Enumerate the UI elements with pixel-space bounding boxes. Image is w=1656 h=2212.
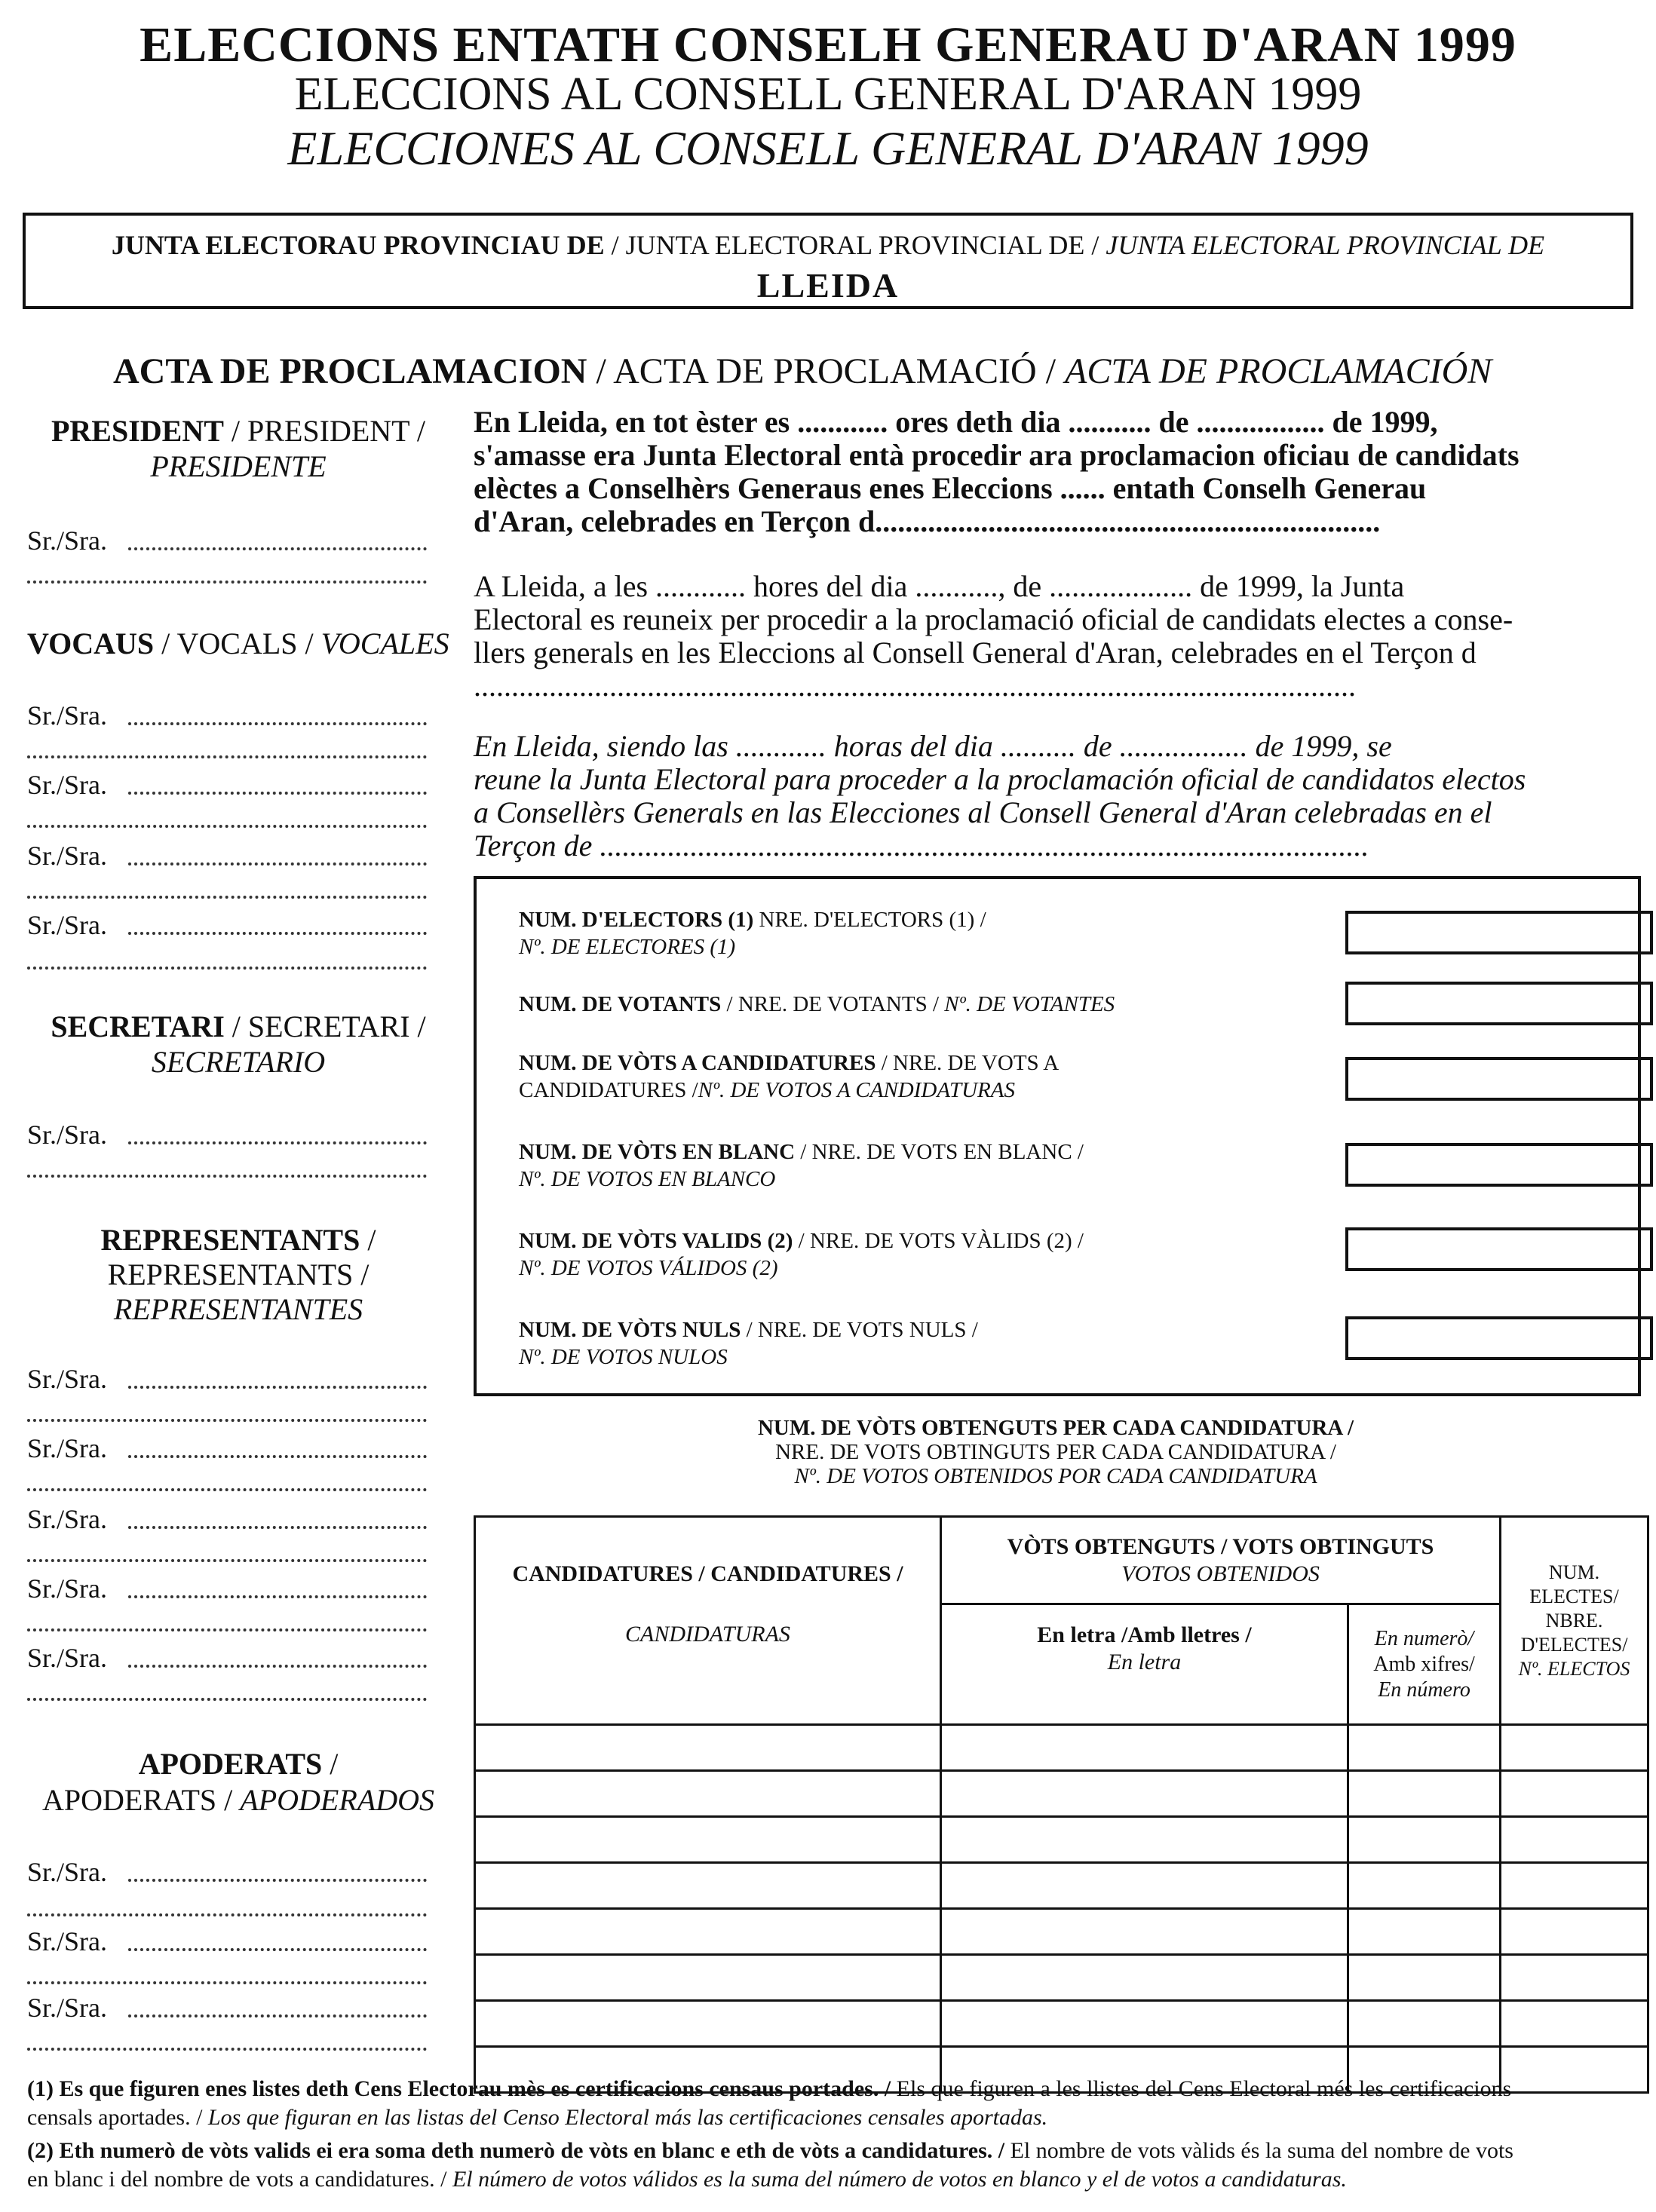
acta-heading	[113, 351, 1546, 392]
table-cell[interactable]	[1501, 1909, 1648, 1955]
acta-ca: ACTA DE PROCLAMACIÓ	[613, 351, 1037, 391]
signature-label: Sr./Sra.	[27, 700, 108, 731]
numero-header-a: En numerò/	[1374, 1626, 1474, 1650]
signature-line[interactable]	[128, 547, 427, 550]
paragraph-line: a Consellèrs Generals en las Elecciones al Consell General d'Aran celebradas en el	[474, 795, 1492, 829]
signature-line[interactable]	[128, 792, 427, 795]
apoderats-es: APODERADOS	[240, 1783, 434, 1817]
signature-label: Sr./Sra.	[27, 841, 108, 871]
stat-label-es: Nº. DE VOTOS EN BLANCO	[519, 1167, 776, 1191]
table-cell[interactable]	[1501, 1863, 1648, 1909]
footnote-1	[27, 2075, 1633, 2132]
sep: /	[360, 1223, 376, 1257]
signature-line[interactable]	[128, 1948, 427, 1951]
signature-label: Sr./Sra.	[27, 1573, 108, 1604]
president-ca: PRESIDENT	[247, 414, 409, 448]
signature-line[interactable]	[27, 1488, 427, 1491]
stat-label-es: Nº. DE VOTOS VÁLIDOS (2)	[519, 1256, 778, 1280]
paragraph-line: En Lleida, siendo las ............ horas del dia .......... de ................. de 1999, se	[474, 729, 1392, 763]
signature-line[interactable]	[27, 1628, 427, 1631]
signature-line[interactable]	[27, 825, 427, 828]
candidatures-header-a: CANDIDATURES / CANDIDATURES /	[512, 1561, 903, 1586]
valids-input[interactable]	[1345, 1227, 1653, 1271]
sep: /	[587, 351, 614, 391]
stat-votants: NUM. DE VOTANTS / NRE. DE VOTANTS / Nº. DE VOTANTES	[519, 991, 1115, 1018]
table-row	[475, 1725, 1648, 1771]
representants-es: REPRESENTANTES	[113, 1292, 363, 1326]
signature-line[interactable]	[27, 755, 427, 758]
stat-label-ca: CANDIDATURES /	[519, 1078, 698, 1102]
table-cell[interactable]	[1501, 1955, 1648, 2001]
stat-electors	[519, 906, 986, 960]
signature-line[interactable]	[128, 1665, 427, 1668]
table-cell[interactable]	[1348, 1817, 1501, 1863]
votes-heading-es: Nº. DE VOTOS OBTENIDOS POR CADA CANDIDATURA	[794, 1464, 1317, 1488]
table-cell[interactable]	[1501, 1817, 1648, 1863]
secretari-ca: SECRETARI	[247, 1009, 410, 1043]
sep: /	[409, 414, 426, 448]
paragraph-line: reune la Junta Electoral para proceder a la proclamación oficial de candidatos electos	[474, 762, 1526, 796]
table-cell[interactable]	[941, 2001, 1348, 2047]
signature-label: Sr./Sra.	[27, 910, 108, 940]
vocals-heading	[27, 626, 449, 661]
signature-line[interactable]	[27, 2048, 427, 2051]
table-header-row	[475, 1517, 1648, 1604]
table-cell[interactable]	[1348, 1725, 1501, 1771]
stat-label-oc: NUM. DE VÒTS VALIDS (2)	[519, 1229, 793, 1253]
signature-line[interactable]	[128, 932, 427, 935]
junta-line	[26, 229, 1630, 261]
electors-input[interactable]	[1345, 911, 1653, 954]
signature-label: Sr./Sra.	[27, 1120, 108, 1150]
table-cell[interactable]	[1348, 1955, 1501, 2001]
stat-candidatures: NUM. DE VÒTS A CANDIDATURES / NRE. DE VOTS A CANDIDATURES /Nº. DE VOTOS A CANDIDATURAS	[519, 1049, 1059, 1104]
stat-label-ca: NRE. DE VOTANTS /	[738, 992, 940, 1016]
secretari-es: SECRETARIO	[151, 1045, 326, 1079]
table-cell[interactable]	[1501, 1725, 1648, 1771]
signature-line[interactable]	[27, 581, 427, 584]
apoderats-oc: APODERATS	[138, 1747, 323, 1781]
letra-header	[941, 1604, 1348, 1725]
votes-header-a: VÒTS OBTENGUTS / VOTS OBTINGUTS	[1007, 1533, 1434, 1559]
stat-valids: NUM. DE VÒTS VALIDS (2) / NRE. DE VOTS VÀLIDS (2) / Nº. DE VOTOS VÁLIDOS (2)	[519, 1227, 1084, 1282]
numero-header	[1348, 1604, 1501, 1725]
table-cell[interactable]	[1348, 1771, 1501, 1817]
paragraph-line: Terçon de ......................................................................................................	[474, 829, 1369, 862]
sep: /	[216, 1783, 241, 1817]
electes-header-d: D'ELECTES/	[1520, 1633, 1628, 1656]
title-occitan: ELECCIONS ENTATH CONSELH GENERAU D'ARAN 1999	[140, 17, 1516, 72]
stat-nuls: NUM. DE VÒTS NULS / NRE. DE VOTS NULS / Nº. DE VOTOS NULOS	[519, 1316, 978, 1371]
junta-city: LLEIDA	[756, 266, 900, 305]
footnote-2	[27, 2137, 1633, 2194]
table-cell[interactable]	[941, 1771, 1348, 1817]
table-cell[interactable]	[475, 2001, 941, 2047]
table-cell[interactable]	[475, 1771, 941, 1817]
signature-label: Sr./Sra.	[27, 1926, 108, 1956]
signature-line[interactable]	[128, 1595, 427, 1598]
sep: /	[224, 1009, 248, 1043]
sep: /	[297, 627, 321, 660]
results-table	[474, 1515, 1649, 2094]
stat-label-ca: NRE. DE VOTS VÀLIDS (2) /	[809, 1229, 1084, 1253]
votes-heading	[679, 1416, 1433, 1488]
signature-label: Sr./Sra.	[27, 1857, 108, 1887]
stat-label-es: Nº. DE VOTANTES	[944, 992, 1115, 1016]
signature-line[interactable]	[128, 1526, 427, 1529]
footnote-2-oc: (2) Eth numerò de vòts valids ei era soma deth numerò de vòts en blanc e eth de vòts a candidatures. /	[27, 2138, 1005, 2163]
signature-label: Sr./Sra.	[27, 1433, 108, 1463]
table-cell[interactable]	[941, 1909, 1348, 1955]
president-heading	[27, 413, 449, 484]
letra-header-b: En letra	[1107, 1650, 1182, 1674]
table-row	[475, 1817, 1648, 1863]
stat-label-oc: NUM. D'ELECTORS (1)	[519, 908, 754, 932]
table-cell[interactable]	[1501, 1771, 1648, 1817]
footnote-2-es: El número de votos válidos es la suma del número de votos en blanco y el de votos a candidaturas.	[446, 2167, 1347, 2192]
candidatures-input[interactable]	[1345, 1057, 1653, 1101]
signature-line[interactable]	[27, 967, 427, 970]
title-catalan: ELECCIONS AL CONSELL GENERAL D'ARAN 1999	[294, 69, 1362, 120]
signature-label: Sr./Sra.	[27, 1993, 108, 2023]
footnote-1-ca: censals aportades. /	[27, 2105, 203, 2130]
paragraph-line: Electoral es reuneix per procedir a la proclamació oficial de candidats electes a conse-	[474, 602, 1513, 636]
secretari-heading	[27, 1009, 449, 1080]
stat-label-ca: NRE. DE VOTS EN BLANC /	[811, 1140, 1084, 1164]
paragraph-line: .....................................................................................................................	[474, 669, 1356, 703]
table-row	[475, 1955, 1648, 2001]
table-cell[interactable]	[941, 1817, 1348, 1863]
signature-label: Sr./Sra.	[27, 525, 108, 556]
footnote-2-ca: en blanc i del nombre de vots a candidatures. /	[27, 2167, 447, 2192]
sep: /	[1036, 351, 1066, 391]
paragraph-line: A Lleida, a les ............ hores del dia ..........., de ................... de 1999, la Junta	[474, 569, 1405, 603]
electes-header-b: ELECTES/	[1529, 1585, 1619, 1607]
table-row	[475, 2001, 1648, 2047]
footnote-1-ca: Els que figuren a les llistes del Cens Electoral més les certificacions	[891, 2076, 1512, 2101]
stat-label-ca: NRE. D'ELECTORS (1) /	[759, 908, 986, 932]
table-cell[interactable]	[1348, 1863, 1501, 1909]
table-row	[475, 1909, 1648, 1955]
electes-header-e: Nº. ELECTOS	[1518, 1657, 1630, 1680]
votes-heading-ca: NRE. DE VOTS OBTINGUTS PER CADA CANDIDATURA /	[775, 1440, 1336, 1464]
paragraph-line: llers generals en les Eleccions al Consell General d'Aran, celebrades en el Terçon d	[474, 636, 1477, 669]
table-cell[interactable]	[941, 1725, 1348, 1771]
stat-label-ca: NRE. DE VOTS A	[893, 1051, 1060, 1075]
signature-line[interactable]	[128, 1879, 427, 1882]
stat-label-oc: NUM. DE VÒTS EN BLANC	[519, 1140, 796, 1164]
representants-heading	[27, 1223, 449, 1327]
paragraph-spanish	[474, 730, 1641, 862]
apoderats-heading	[27, 1746, 449, 1818]
paragraph-line: d'Aran, celebrades en Terçon d...................................................................	[474, 504, 1381, 538]
signature-line[interactable]	[27, 1698, 427, 1701]
sep: /	[604, 230, 626, 260]
acta-oc: ACTA DE PROCLAMACION	[113, 351, 587, 391]
junta-oc: JUNTA ELECTORAU PROVINCIAU DE	[111, 230, 605, 260]
signature-label: Sr./Sra.	[27, 1643, 108, 1673]
table-cell[interactable]	[1501, 2001, 1648, 2047]
stat-label-oc: NUM. DE VÒTS A CANDIDATURES	[519, 1051, 876, 1075]
junta-es: JUNTA ELECTORAL PROVINCIAL DE	[1106, 230, 1545, 260]
vocals-oc: VOCAUS	[27, 627, 155, 660]
signature-line[interactable]	[27, 1559, 427, 1562]
table-row	[475, 1771, 1648, 1817]
footnote-1-oc: (1) Es que figuren enes listes deth Cens Electorau mès es certificacions censaus portades. /	[27, 2076, 891, 2101]
sep: /	[322, 1747, 339, 1781]
table-cell[interactable]	[475, 1955, 941, 2001]
paragraph-catalan	[474, 570, 1641, 703]
sep: /	[154, 627, 177, 660]
table-cell[interactable]	[475, 1817, 941, 1863]
stat-label-es: Nº. DE VOTOS NULOS	[519, 1345, 728, 1369]
signature-line[interactable]	[128, 1141, 427, 1144]
vocals-es: VOCALES	[320, 627, 449, 660]
apoderats-ca: APODERATS	[42, 1783, 217, 1817]
signature-label: Sr./Sra.	[27, 1504, 108, 1534]
stat-label-oc: NUM. DE VOTANTS	[519, 992, 722, 1016]
sep: /	[223, 414, 248, 448]
blanc-input[interactable]	[1345, 1143, 1653, 1187]
vocals-ca: VOCALS	[176, 627, 298, 660]
numero-header-b: Amb xifres/	[1373, 1652, 1475, 1676]
footnote-1-es: Los que figuran en las listas del Censo Electoral más las certificaciones censales aportadas.	[202, 2105, 1048, 2130]
signature-label: Sr./Sra.	[27, 1364, 108, 1394]
president-es: PRESIDENTE	[150, 449, 327, 483]
paragraph-line: En Lleida, en tot èster es ............ ores deth dia ........... de ................. de 1999,	[474, 405, 1438, 439]
table-row	[475, 1863, 1648, 1909]
acta-es: ACTA DE PROCLAMACIÓN	[1065, 351, 1492, 391]
stat-label-oc: NUM. DE VÒTS NULS	[519, 1318, 741, 1342]
electes-header	[1501, 1517, 1648, 1725]
signature-line[interactable]	[27, 1175, 427, 1178]
signature-line[interactable]	[27, 896, 427, 899]
signature-line[interactable]	[128, 862, 427, 865]
secretari-oc: SECRETARI	[51, 1009, 225, 1043]
signature-line[interactable]	[27, 1913, 427, 1916]
stats-box	[474, 876, 1641, 1396]
paragraph-line: s'amasse era Junta Electoral entà procedir ara proclamacion oficiau de candidats	[474, 438, 1520, 472]
title-spanish: ELECCIONES AL CONSELL GENERAL D'ARAN 1999	[287, 121, 1369, 175]
stat-label-es: Nº. DE VOTOS A CANDIDATURAS	[698, 1078, 1015, 1102]
signature-line[interactable]	[128, 2014, 427, 2017]
table-cell[interactable]	[941, 1955, 1348, 2001]
stat-blanc: NUM. DE VÒTS EN BLANC / NRE. DE VOTS EN BLANC / Nº. DE VOTOS EN BLANCO	[519, 1138, 1084, 1193]
paragraph-line: elèctes a Conselhèrs Generaus enes Eleccions ...... entath Conselh Generau	[474, 471, 1427, 505]
table-cell[interactable]	[475, 1725, 941, 1771]
votants-input[interactable]	[1345, 982, 1653, 1025]
junta-ca: JUNTA ELECTORAL PROVINCIAL DE	[625, 230, 1085, 260]
numero-header-c: En número	[1378, 1677, 1470, 1702]
table-cell[interactable]	[1348, 2001, 1501, 2047]
president-oc: PRESIDENT	[51, 414, 224, 448]
table-cell[interactable]	[941, 1863, 1348, 1909]
representants-oc: REPRESENTANTS	[100, 1223, 360, 1257]
signature-line[interactable]	[128, 1455, 427, 1458]
electes-header-a: NUM.	[1548, 1561, 1600, 1583]
letra-header-a: En letra /Amb lletres /	[1037, 1622, 1252, 1647]
stat-label-es: Nº. DE ELECTORES (1)	[519, 935, 736, 959]
paragraph-occitan	[474, 406, 1641, 538]
votes-heading-oc: NUM. DE VÒTS OBTENGUTS PER CADA CANDIDATURA /	[757, 1416, 1354, 1440]
sep: /	[1084, 230, 1106, 260]
electes-header-c: NBRE.	[1545, 1609, 1603, 1631]
stat-label-ca: NRE. DE VOTS NULS /	[757, 1318, 978, 1342]
signature-label: Sr./Sra.	[27, 770, 108, 800]
signature-line[interactable]	[27, 1981, 427, 1984]
signature-line[interactable]	[128, 1386, 427, 1389]
nuls-input[interactable]	[1345, 1316, 1653, 1360]
table-cell[interactable]	[1348, 1909, 1501, 1955]
sep: /	[409, 1009, 426, 1043]
votes-header-b: VOTOS OBTENIDOS	[1121, 1561, 1320, 1586]
candidatures-header	[475, 1517, 941, 1725]
signature-line[interactable]	[128, 722, 427, 725]
signature-line[interactable]	[27, 1419, 427, 1422]
table-cell[interactable]	[475, 1909, 941, 1955]
footnote-2-ca: El nombre de vots vàlids és la suma del nombre de vots	[1004, 2138, 1513, 2163]
table-cell[interactable]	[475, 1863, 941, 1909]
votes-header	[941, 1517, 1501, 1604]
representants-ca: REPRESENTANTS	[107, 1258, 354, 1291]
candidatures-header-b: CANDIDATURAS	[625, 1622, 790, 1647]
junta-box	[23, 213, 1633, 309]
sep: /	[353, 1258, 370, 1291]
